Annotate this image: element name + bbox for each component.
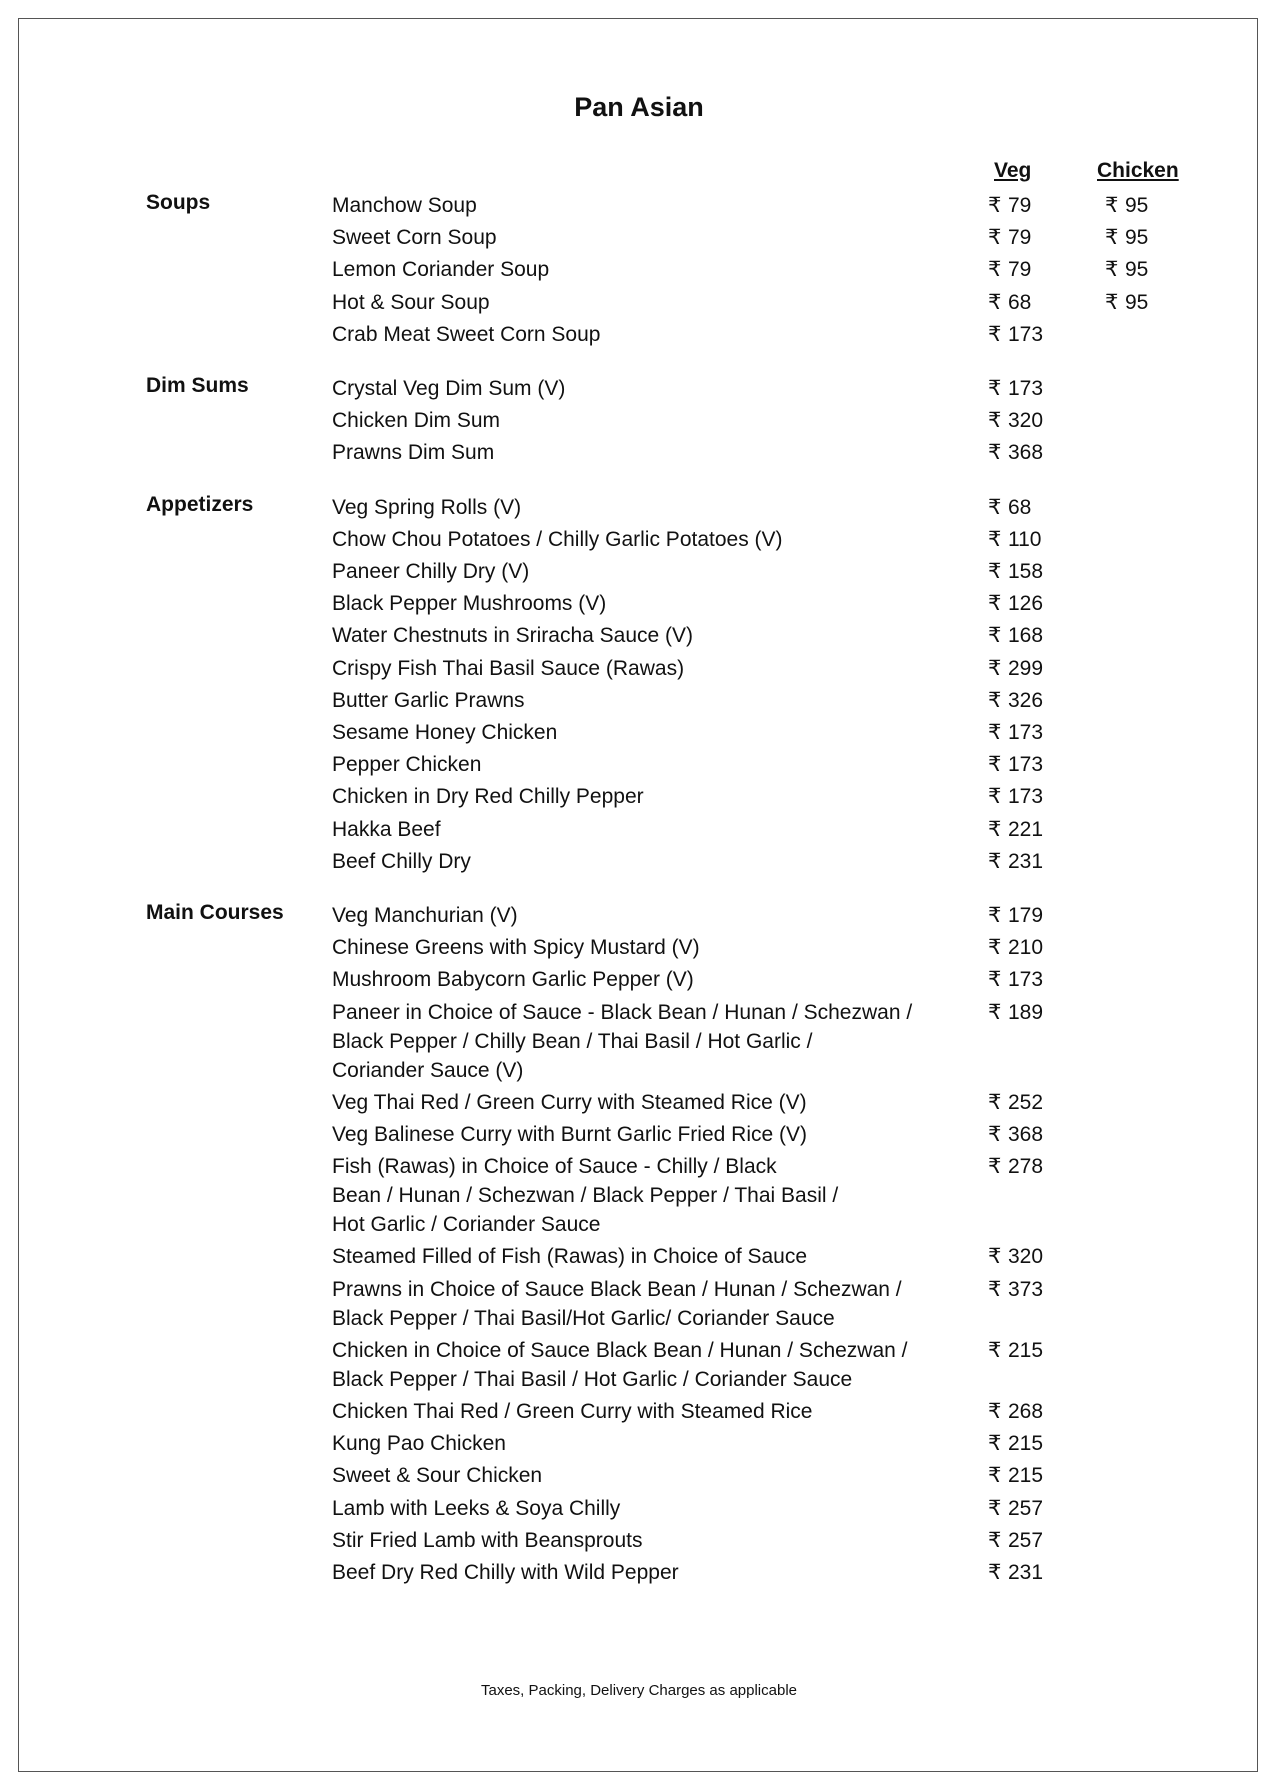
- rupee-icon: ₹: [988, 849, 1002, 873]
- rupee-icon: ₹: [988, 1464, 1002, 1488]
- rupee-icon: ₹: [988, 1561, 1002, 1584]
- menu-item-name: [332, 406, 932, 435]
- menu-item-name: [332, 589, 932, 618]
- menu-item-line: Butter Garlic Prawns: [332, 688, 525, 712]
- menu-item-name: [332, 288, 932, 317]
- veg-price: [988, 589, 1043, 618]
- veg-price: [988, 1152, 1043, 1181]
- section-heading: Dim Sums: [146, 374, 249, 397]
- price-value: 368: [1008, 1123, 1044, 1146]
- menu-item-name: [332, 255, 932, 284]
- chicken-price: [1105, 255, 1148, 284]
- rupee-icon: ₹: [988, 904, 1002, 927]
- menu-item-line: Sesame Honey Chicken: [332, 721, 558, 744]
- menu-item-line: Paneer Chilly Dry (V): [332, 560, 530, 583]
- menu-item-name: [332, 1494, 932, 1523]
- menu-item-line: Sweet Corn Soup: [332, 226, 497, 250]
- menu-item-name: [332, 557, 932, 586]
- rupee-icon: ₹: [988, 495, 1002, 519]
- rupee-icon: ₹: [988, 1432, 1002, 1456]
- price-value: 215: [1008, 1432, 1044, 1456]
- rupee-icon: ₹: [988, 1528, 1002, 1552]
- rupee-icon: ₹: [988, 1245, 1002, 1269]
- price-value: 79: [1008, 194, 1032, 217]
- menu-item-line: Black Pepper / Thai Basil/Hot Garlic/ Coriander Sauce: [332, 1306, 835, 1330]
- menu-item-name: [332, 438, 932, 467]
- menu-item-line: Stir Fried Lamb with Beansprouts: [332, 1528, 643, 1552]
- veg-price: [988, 965, 1043, 994]
- price-value: 173: [1008, 968, 1044, 992]
- menu-item-name: [332, 998, 932, 1085]
- veg-price: [988, 525, 1041, 554]
- menu-item-line: Black Pepper / Thai Basil / Hot Garlic / Coriander Sauce: [332, 1367, 853, 1391]
- menu-item-line: Veg Balinese Curry with Burnt Garlic Fried Rice (V): [332, 1123, 807, 1146]
- veg-price: [988, 255, 1031, 284]
- price-value: 320: [1008, 409, 1044, 433]
- price-value: 189: [1008, 1000, 1044, 1024]
- veg-price: [988, 815, 1043, 844]
- rupee-icon: ₹: [988, 322, 1002, 346]
- veg-price: [988, 847, 1043, 876]
- veg-price: [988, 933, 1043, 962]
- menu-item-name: [332, 933, 932, 962]
- menu-item-line: Veg Manchurian (V): [332, 904, 518, 927]
- rupee-icon: ₹: [988, 226, 1002, 250]
- price-value: 257: [1008, 1496, 1044, 1520]
- rupee-icon: ₹: [988, 1123, 1002, 1146]
- rupee-icon: ₹: [988, 441, 1002, 465]
- price-value: 320: [1008, 1245, 1044, 1269]
- veg-price: [988, 901, 1043, 930]
- veg-price: [988, 1242, 1043, 1271]
- chicken-price: [1105, 288, 1148, 317]
- rupee-icon: ₹: [988, 1338, 1002, 1362]
- veg-price: [988, 191, 1031, 220]
- menu-item-line: Black Pepper / Chilly Bean / Thai Basil / Hot Garlic /: [332, 1029, 813, 1053]
- menu-item-name: [332, 815, 932, 844]
- menu-item-name: [332, 1526, 932, 1555]
- veg-price: [988, 406, 1043, 435]
- menu-item-line: Chicken in Choice of Sauce Black Bean / Hunan / Schezwan /: [332, 1338, 908, 1362]
- price-value: 95: [1125, 258, 1149, 282]
- menu-item-line: Steamed Filled of Fish (Rawas) in Choice of Sauce: [332, 1245, 808, 1269]
- menu-item-name: [332, 965, 932, 994]
- rupee-icon: ₹: [1105, 290, 1119, 314]
- menu-item-line: Sweet & Sour Chicken: [332, 1464, 543, 1488]
- price-value: 173: [1008, 753, 1044, 777]
- menu-item-name: [332, 1242, 932, 1271]
- menu-item-name: [332, 1152, 932, 1239]
- chicken-price: [1105, 223, 1148, 252]
- veg-price: [988, 1461, 1043, 1490]
- veg-price: [988, 374, 1043, 403]
- chicken-column-header: Chicken: [1097, 159, 1179, 182]
- menu-item-name: [332, 374, 932, 403]
- menu-item-line: Black Pepper Mushrooms (V): [332, 592, 607, 616]
- menu-item-name: [332, 654, 932, 683]
- section-heading: Soups: [146, 191, 211, 214]
- rupee-icon: ₹: [988, 409, 1002, 433]
- menu-item-line: Coriander Sauce (V): [332, 1058, 524, 1082]
- price-value: 173: [1008, 322, 1044, 346]
- menu-item-name: [332, 1275, 932, 1333]
- menu-item-name: [332, 621, 932, 650]
- menu-item-line: Veg Thai Red / Green Curry with Steamed Rice (V): [332, 1090, 807, 1114]
- price-value: 110: [1008, 527, 1042, 551]
- price-value: 173: [1008, 377, 1044, 400]
- price-value: 126: [1008, 592, 1044, 616]
- menu-item-name: [332, 718, 932, 747]
- rupee-icon: ₹: [988, 1400, 1002, 1423]
- veg-price: [988, 1088, 1043, 1117]
- veg-price: [988, 998, 1043, 1027]
- menu-item-line: Prawns in Choice of Sauce Black Bean / Hunan / Schezwan /: [332, 1277, 902, 1301]
- price-value: 210: [1008, 936, 1044, 960]
- price-value: 268: [1008, 1400, 1044, 1423]
- menu-item-name: [332, 847, 932, 876]
- menu-item-name: [332, 320, 932, 349]
- price-value: 68: [1008, 290, 1032, 314]
- veg-price: [988, 320, 1043, 349]
- menu-item-line: Hot & Sour Soup: [332, 290, 490, 314]
- menu-item-line: Chicken Dim Sum: [332, 409, 501, 433]
- section-heading: Main Courses: [146, 901, 284, 924]
- veg-price: [988, 1429, 1043, 1458]
- page-title: Pan Asian: [574, 92, 704, 122]
- menu-item-line: Mushroom Babycorn Garlic Pepper (V): [332, 968, 694, 992]
- menu-item-name: [332, 686, 932, 715]
- veg-price: [988, 1397, 1043, 1426]
- menu-item-line: Pepper Chicken: [332, 753, 482, 777]
- rupee-icon: ₹: [988, 258, 1002, 282]
- rupee-icon: ₹: [988, 1090, 1002, 1114]
- menu-item-line: Chow Chou Potatoes / Chilly Garlic Potatoes (V): [332, 527, 783, 551]
- rupee-icon: ₹: [988, 377, 1002, 400]
- rupee-icon: ₹: [1105, 226, 1119, 250]
- menu-item-line: Beef Dry Red Chilly with Wild Pepper: [332, 1561, 679, 1584]
- menu-item-name: [332, 525, 932, 554]
- price-value: 221: [1008, 817, 1044, 841]
- price-value: 95: [1125, 194, 1149, 217]
- price-value: 179: [1008, 904, 1044, 927]
- menu-item-line: Bean / Hunan / Schezwan / Black Pepper / Thai Basil /: [332, 1184, 839, 1208]
- rupee-icon: ₹: [988, 1277, 1002, 1301]
- price-value: 79: [1008, 226, 1032, 250]
- menu-item-line: Water Chestnuts in Sriracha Sauce (V): [332, 624, 694, 648]
- menu-item-name: [332, 493, 932, 522]
- price-value: 326: [1008, 688, 1044, 712]
- menu-item-name: [332, 901, 932, 930]
- price-value: 158: [1008, 560, 1044, 583]
- menu-item-line: Beef Chilly Dry: [332, 849, 471, 873]
- veg-price: [988, 1275, 1043, 1304]
- rupee-icon: ₹: [1105, 194, 1119, 217]
- menu-item-line: Kung Pao Chicken: [332, 1432, 506, 1456]
- menu-item-line: Crystal Veg Dim Sum (V): [332, 377, 566, 400]
- rupee-icon: ₹: [988, 290, 1002, 314]
- price-value: 215: [1008, 1464, 1044, 1488]
- veg-price: [988, 557, 1043, 586]
- price-value: 231: [1008, 1561, 1044, 1584]
- menu-item-name: [332, 1558, 932, 1587]
- menu-item-line: Prawns Dim Sum: [332, 441, 495, 465]
- rupee-icon: ₹: [988, 194, 1002, 217]
- price-value: 299: [1008, 656, 1044, 680]
- rupee-icon: ₹: [988, 968, 1002, 992]
- rupee-icon: ₹: [988, 688, 1002, 712]
- veg-price: [988, 1494, 1043, 1523]
- price-value: 68: [1008, 495, 1032, 519]
- veg-price: [988, 223, 1031, 252]
- menu-item-line: Manchow Soup: [332, 194, 477, 217]
- menu-item-name: [332, 1120, 932, 1149]
- price-value: 95: [1125, 290, 1149, 314]
- menu-item-name: [332, 1397, 932, 1426]
- menu-item-line: Veg Spring Rolls (V): [332, 495, 522, 519]
- veg-price: [988, 750, 1043, 779]
- menu-item-line: Chicken in Dry Red Chilly Pepper: [332, 785, 644, 809]
- veg-price: [988, 1558, 1043, 1587]
- rupee-icon: ₹: [988, 721, 1002, 744]
- price-value: 79: [1008, 258, 1032, 282]
- menu-item-name: [332, 1461, 932, 1490]
- menu-item-line: Chicken Thai Red / Green Curry with Steamed Rice: [332, 1400, 813, 1423]
- rupee-icon: ₹: [988, 817, 1002, 841]
- veg-price: [988, 288, 1031, 317]
- menu-item-line: Hakka Beef: [332, 817, 441, 841]
- veg-price: [988, 782, 1043, 811]
- menu-item-name: [332, 782, 932, 811]
- menu-item-line: Lamb with Leeks & Soya Chilly: [332, 1496, 621, 1520]
- rupee-icon: ₹: [988, 624, 1002, 648]
- rupee-icon: ₹: [988, 753, 1002, 777]
- menu-item-line: Crispy Fish Thai Basil Sauce (Rawas): [332, 656, 685, 680]
- menu-item-line: Fish (Rawas) in Choice of Sauce - Chilly / Black: [332, 1155, 777, 1179]
- rupee-icon: ₹: [988, 560, 1002, 583]
- veg-price: [988, 718, 1043, 747]
- menu-item-line: Lemon Coriander Soup: [332, 258, 550, 282]
- price-value: 95: [1125, 226, 1149, 250]
- rupee-icon: ₹: [988, 1000, 1002, 1024]
- footer-note: Taxes, Packing, Delivery Charges as applicable: [481, 1682, 797, 1699]
- menu-item-name: [332, 1336, 932, 1394]
- veg-price: [988, 1120, 1043, 1149]
- rupee-icon: ₹: [988, 656, 1002, 680]
- veg-price: [988, 1336, 1043, 1365]
- veg-price: [988, 621, 1043, 650]
- menu-item-line: Hot Garlic / Coriander Sauce: [332, 1213, 601, 1237]
- rupee-icon: ₹: [988, 1155, 1002, 1179]
- menu-item-line: Crab Meat Sweet Corn Soup: [332, 322, 601, 346]
- price-value: 373: [1008, 1277, 1044, 1301]
- menu-item-name: [332, 1429, 932, 1458]
- veg-price: [988, 1526, 1043, 1555]
- chicken-price: [1105, 191, 1148, 220]
- veg-price: [988, 438, 1043, 467]
- veg-price: [988, 654, 1043, 683]
- veg-price: [988, 493, 1031, 522]
- price-value: 252: [1008, 1090, 1044, 1114]
- price-value: 173: [1008, 785, 1044, 809]
- menu-item-line: Chinese Greens with Spicy Mustard (V): [332, 936, 700, 960]
- rupee-icon: ₹: [1105, 258, 1119, 282]
- price-value: 215: [1008, 1338, 1044, 1362]
- rupee-icon: ₹: [988, 785, 1002, 809]
- price-value: 231: [1008, 849, 1044, 873]
- menu-item-name: [332, 191, 932, 220]
- menu-item-line: Paneer in Choice of Sauce - Black Bean / Hunan / Schezwan /: [332, 1000, 913, 1024]
- menu-item-name: [332, 1088, 932, 1117]
- rupee-icon: ₹: [988, 527, 1002, 551]
- menu-item-name: [332, 750, 932, 779]
- price-value: 168: [1008, 624, 1044, 648]
- rupee-icon: ₹: [988, 592, 1002, 616]
- price-value: 257: [1008, 1528, 1044, 1552]
- rupee-icon: ₹: [988, 936, 1002, 960]
- veg-column-header: Veg: [994, 159, 1032, 182]
- price-value: 278: [1008, 1155, 1044, 1179]
- rupee-icon: ₹: [988, 1496, 1002, 1520]
- menu-item-name: [332, 223, 932, 252]
- price-value: 173: [1008, 721, 1044, 744]
- veg-price: [988, 686, 1043, 715]
- section-heading: Appetizers: [146, 492, 254, 516]
- price-value: 368: [1008, 441, 1044, 465]
